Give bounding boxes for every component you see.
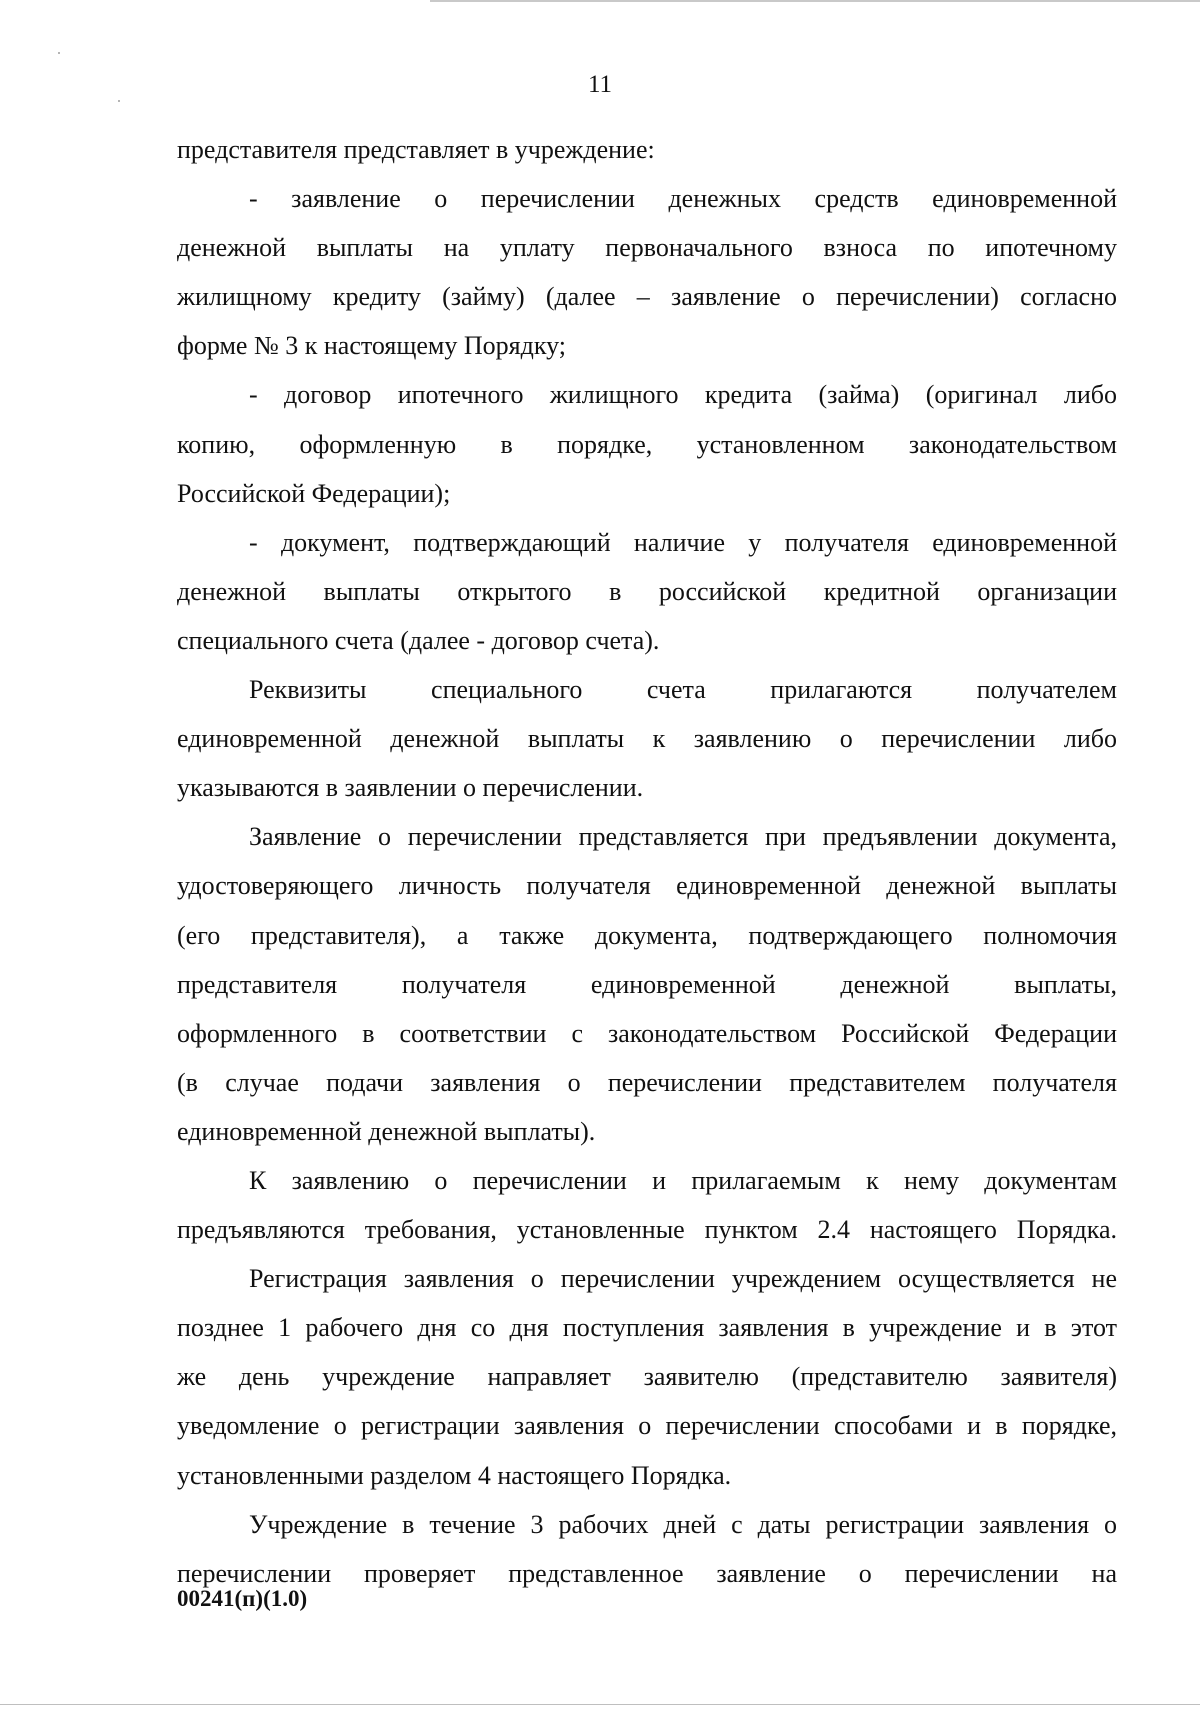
text-line: (его представителя), а также документа, подтверждающего полномочия [177,920,1117,950]
text-line: Заявление о перечислении представляется при предъявлении документа, [249,822,1117,852]
text-line: - договор ипотечного жилищного кредита (займа) (оригинал либо [249,380,1117,410]
text-line: Регистрация заявления о перечислении учреждением осуществляется не [249,1264,1117,1294]
text-line: указываются в заявлении о перечислении. [177,773,644,803]
text-line: жилищному кредиту (займу) (далее – заявление о перечислении) согласно [177,282,1117,312]
scan-edge-bottom [0,1704,1200,1705]
page-number: 11 [587,71,613,98]
text-line: единовременной денежной выплаты к заявлению о перечислении либо [177,724,1117,754]
scan-speck [118,100,120,102]
text-line: Реквизиты специального счета прилагаются получателем [249,675,1117,705]
text-line: К заявлению о перечислении и прилагаемым к нему документам [249,1165,1117,1195]
text-line: специального счета (далее - договор счета). [177,625,660,655]
text-line: представителя получателя единовременной денежной выплаты, [177,969,1117,999]
scan-edge-top [430,0,1200,2]
text-line: же день учреждение направляет заявителю (представителю заявителя) [177,1362,1117,1392]
text-line: оформленного в соответствии с законодательством Российской Федерации [177,1018,1117,1048]
text-line: копию, оформленную в порядке, установленном законодательством [177,429,1117,459]
text-line: (в случае подачи заявления о перечислении представителем получателя [177,1067,1117,1097]
text-line: установленными разделом 4 настоящего Порядка. [177,1460,732,1490]
document-code: 00241(п)(1.0) [177,1586,308,1611]
text-line: уведомление о регистрации заявления о перечислении способами и в порядке, [177,1411,1117,1441]
text-line: денежной выплаты открытого в российской кредитной организации [177,576,1117,606]
body-text [177,125,1117,1598]
text-line: Учреждение в течение 3 рабочих дней с даты регистрации заявления о [249,1509,1117,1539]
text-line: форме № 3 к настоящему Порядку; [177,331,566,361]
text-line: перечислении проверяет представленное заявление о перечислении на [177,1558,1117,1588]
text-line: - заявление о перечислении денежных средств единовременной [249,184,1117,214]
text-line: удостоверяющего личность получателя единовременной денежной выплаты [177,871,1117,901]
text-line: денежной выплаты на уплату первоначального взноса по ипотечному [177,233,1117,263]
text-line: единовременной денежной выплаты). [177,1116,596,1146]
text-line: представителя представляет в учреждение: [177,135,655,164]
scan-speck [58,52,60,54]
text-line: - документ, подтверждающий наличие у получателя единовременной [249,527,1117,557]
text-line: Российской Федерации); [177,478,451,508]
text-line: предъявляются требования, установленные пунктом 2.4 настоящего Порядка. [177,1215,1117,1245]
text-line: позднее 1 рабочего дня со дня поступления заявления в учреждение и в этот [177,1313,1117,1343]
